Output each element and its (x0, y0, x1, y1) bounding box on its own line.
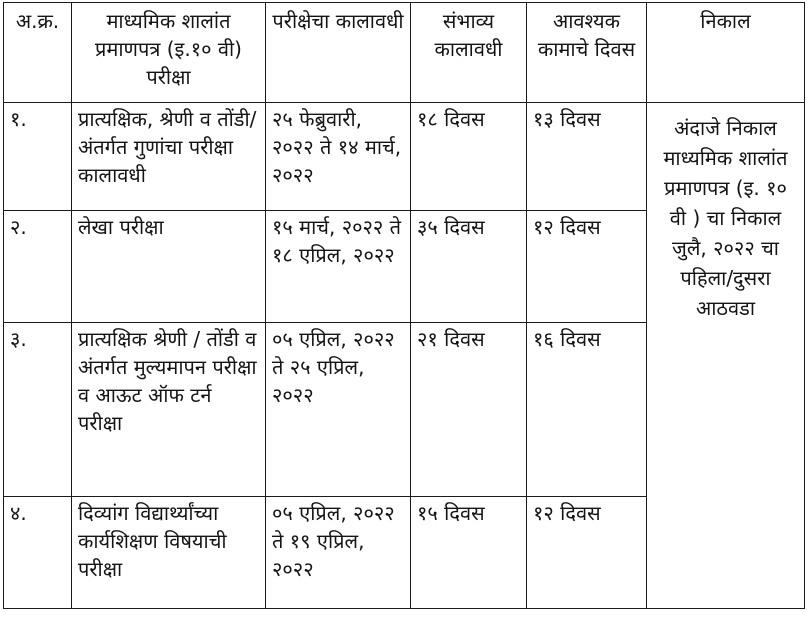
row-working-days: १६ दिवस (527, 323, 647, 497)
exam-schedule-table (3, 2, 805, 609)
row-exam: दिव्यांग विद्यार्थ्यांच्या कार्यशिक्षण विषयाची परीक्षा (72, 497, 266, 609)
row-period: ०५ एप्रिल, २०२२ ते २५ एप्रिल, २०२२ (266, 323, 411, 497)
row-exam: प्रात्यक्षिक श्रेणी / तोंडी व अंतर्गत मुल्यमापन परीक्षा व आऊट ऑफ टर्न परीक्षा (72, 323, 266, 497)
row-possible-days: ३५ दिवस (411, 211, 527, 323)
row-serial: १. (4, 103, 72, 211)
table-header-row (4, 3, 805, 103)
row-serial: २. (4, 211, 72, 323)
row-serial: ३. (4, 323, 72, 497)
row-exam: प्रात्यक्षिक, श्रेणी व तोंडी/अंतर्गत गुणांचा परीक्षा कालावधी (72, 103, 266, 211)
header-possible-period: संभाव्य कालावधी (411, 3, 527, 103)
row-period: ०५ एप्रिल, २०२२ ते १९ एप्रिल, २०२२ (266, 497, 411, 609)
row-possible-days: १५ दिवस (411, 497, 527, 609)
row-working-days: १३ दिवस (527, 103, 647, 211)
row-working-days: १२ दिवस (527, 211, 647, 323)
row-working-days: १२ दिवस (527, 497, 647, 609)
row-possible-days: २१ दिवस (411, 323, 527, 497)
row-serial: ४. (4, 497, 72, 609)
row-period: १५ मार्च, २०२२ ते १८ एप्रिल, २०२२ (266, 211, 411, 323)
header-serial: अ.क्र. (4, 3, 72, 103)
row-period: २५ फेब्रुवारी, २०२२ ते १४ मार्च, २०२२ (266, 103, 411, 211)
row-exam: लेखा परीक्षा (72, 211, 266, 323)
result-cell: अंदाजे निकाल माध्यमिक शालांत प्रमाणपत्र (इ. १० वी ) चा निकाल जुलै, २०२२ चा पहिला/दुसरा आठवडा (647, 103, 805, 609)
header-exam-period: परीक्षेचा कालावधी (266, 3, 411, 103)
table-row (4, 103, 805, 211)
header-result: निकाल (647, 3, 805, 103)
row-possible-days: १८ दिवस (411, 103, 527, 211)
header-exam: माध्यमिक शालांत प्रमाणपत्र (इ.१० वी) परीक्षा (72, 3, 266, 103)
header-working-days: आवश्यक कामाचे दिवस (527, 3, 647, 103)
